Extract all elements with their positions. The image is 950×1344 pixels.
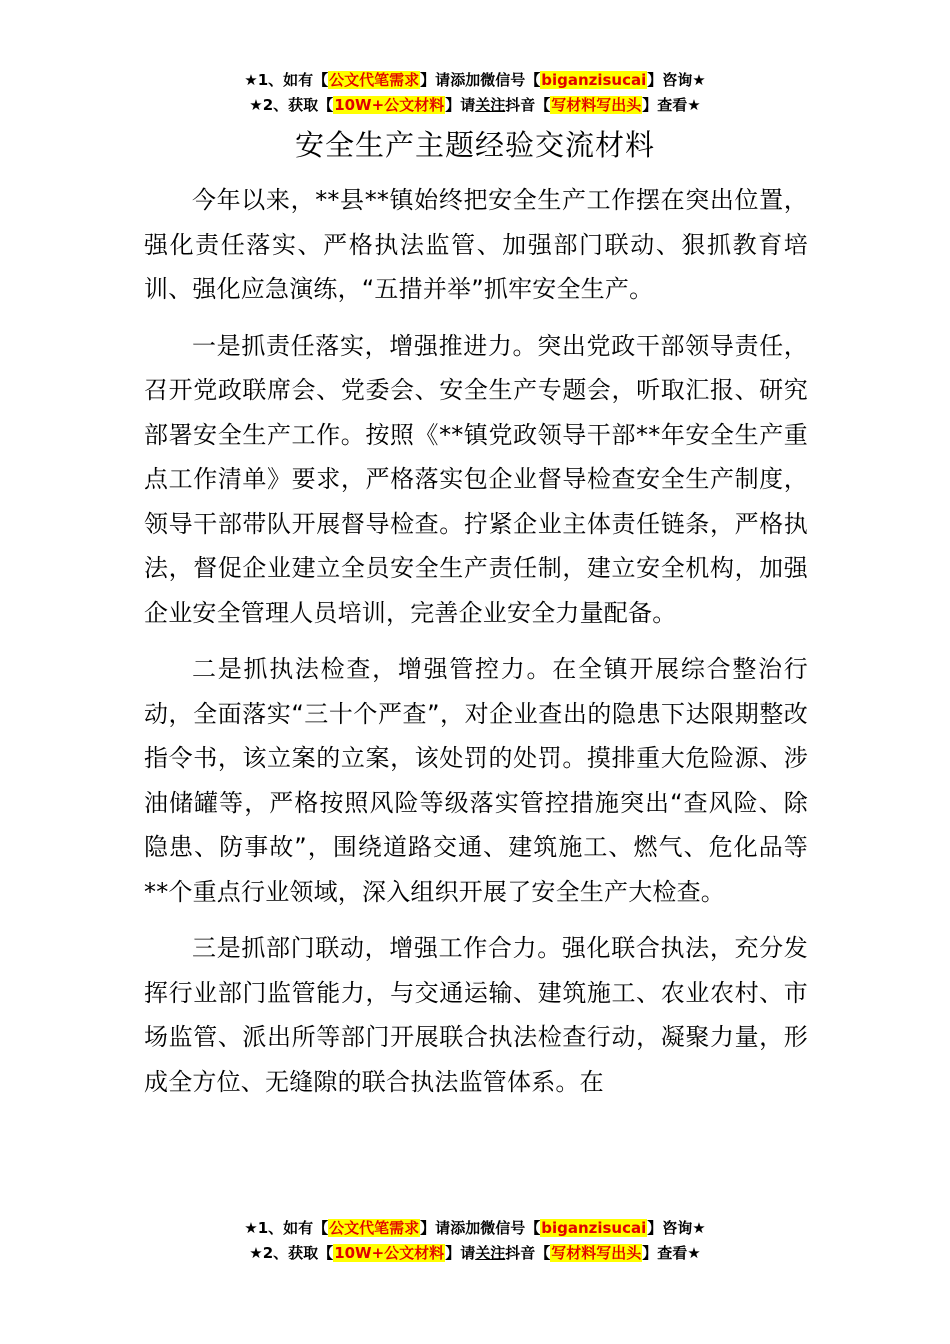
highlight-douyin-account: 写材料写出头	[551, 96, 642, 114]
highlight-materials: 10W+公文材料	[334, 1244, 445, 1262]
footer-banner	[0, 1216, 950, 1266]
banner-line-2: ★2、获取【10W+公文材料】请关注抖音【写材料写出头】查看★	[249, 1244, 701, 1262]
highlight-materials: 10W+公文材料	[334, 96, 445, 114]
highlight-douyin-account: 写材料写出头	[551, 1244, 642, 1262]
document-title: 安全生产主题经验交流材料	[294, 128, 655, 162]
paragraph-responsibility: 一是抓责任落实，增强推进力。突出党政干部领导责任，召开党政联席会、党委会、安全生产专题会，听取汇报、研究部署安全生产工作。按照《**镇党政领导干部**年安全生产重点工作清单》要求，严格落实包企业督导检查安全生产制度，领导干部带队开展督导检查。拧紧企业主体责任链条，严格执法，督促企业建立全员安全生产责任制，建立安全机构，加强企业安全管理人员培训，完善企业安全力量配备。	[144, 331, 808, 627]
highlight-service: 公文代笔需求	[329, 1219, 420, 1237]
banner-line-2: ★2、获取【10W+公文材料】请关注抖音【写材料写出头】查看★	[249, 96, 701, 114]
paragraph-enforcement: 二是抓执法检查，增强管控力。在全镇开展综合整治行动，全面落实“三十个严查”，对企业查出的隐患下达限期整改指令书，该立案的立案，该处罚的处罚。摸排重大危险源、涉油储罐等，严格按照风险等级落实管控措施突出“查风险、除隐患、防事故”，围绕道路交通、建筑施工、燃气、危化品等**个重点行业领域，深入组织开展了安全生产大检查。	[144, 655, 808, 906]
document-body	[144, 178, 808, 1116]
header-banner	[0, 68, 950, 118]
banner-line-1: ★1、如有【公文代笔需求】请添加微信号【biganzisucai】咨询★	[244, 1219, 706, 1237]
paragraph-intro: 今年以来，**县**镇始终把安全生产工作摆在突出位置，强化责任落实、严格执法监管、加强部门联动、狠抓教育培训、强化应急演练，“五措并举”抓牢安全生产。	[144, 186, 808, 303]
highlight-wechat-id: biganzisucai	[541, 71, 647, 89]
paragraph-coordination: 三是抓部门联动，增强工作合力。强化联合执法，充分发挥行业部门监管能力，与交通运输、建筑施工、农业农村、市场监管、派出所等部门开展联合执法检查行动，凝聚力量，形成全方位、无缝隙的联合执法监管体系。在	[144, 934, 808, 1096]
highlight-wechat-id: biganzisucai	[541, 1219, 647, 1237]
banner-line-1: ★1、如有【公文代笔需求】请添加微信号【biganzisucai】咨询★	[244, 71, 706, 89]
highlight-service: 公文代笔需求	[329, 71, 420, 89]
